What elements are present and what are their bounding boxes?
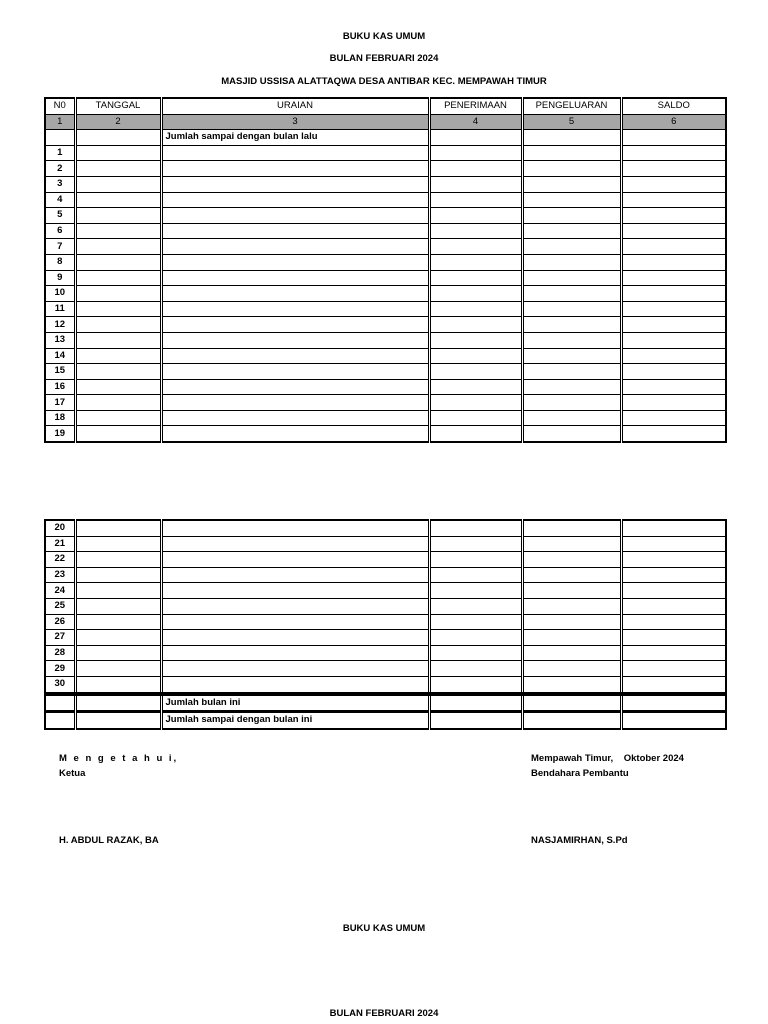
table-cell bbox=[75, 348, 161, 364]
table-cell bbox=[161, 145, 429, 161]
table-row bbox=[45, 176, 726, 192]
table-cell bbox=[522, 286, 621, 302]
table-cell bbox=[75, 426, 161, 442]
table-cell bbox=[161, 426, 429, 442]
total-month-row bbox=[45, 694, 726, 712]
row-number: 29 bbox=[45, 661, 75, 677]
row-number: 25 bbox=[45, 598, 75, 614]
treasurer-role: Bendahara Pembantu bbox=[531, 768, 629, 779]
chairman-name: H. ABDUL RAZAK, BA bbox=[59, 835, 159, 846]
table-cell bbox=[621, 332, 726, 348]
table-cell bbox=[429, 239, 522, 255]
table-cell bbox=[621, 379, 726, 395]
table-row bbox=[45, 410, 726, 426]
table-cell bbox=[522, 301, 621, 317]
table-cell bbox=[161, 598, 429, 614]
table-cell bbox=[621, 410, 726, 426]
table-cell bbox=[75, 286, 161, 302]
table-cell bbox=[621, 239, 726, 255]
table-cell bbox=[429, 379, 522, 395]
table-cell bbox=[522, 332, 621, 348]
row-number: 15 bbox=[45, 364, 75, 380]
table-cell bbox=[621, 426, 726, 442]
table-cell bbox=[161, 614, 429, 630]
table-cell bbox=[161, 208, 429, 224]
table-cell bbox=[522, 614, 621, 630]
table-row bbox=[45, 567, 726, 583]
table-cell bbox=[522, 161, 621, 177]
table-cell bbox=[75, 395, 161, 411]
total-cumulative-label: Jumlah sampai dengan bulan ini bbox=[161, 712, 429, 729]
table-cell bbox=[429, 208, 522, 224]
table-cell bbox=[621, 395, 726, 411]
table-cell bbox=[161, 192, 429, 208]
table-cell bbox=[429, 161, 522, 177]
table-row bbox=[45, 332, 726, 348]
organization-name: MASJID USSISA ALATTAQWA DESA ANTIBAR KEC. MEMPAWAH TIMUR bbox=[221, 76, 547, 87]
table-cell bbox=[75, 520, 161, 536]
table-cell bbox=[522, 379, 621, 395]
table-row bbox=[45, 536, 726, 552]
col-number: 4 bbox=[429, 114, 522, 130]
acknowledgement-label: M e n g e t a h u i, bbox=[59, 753, 179, 764]
table-cell bbox=[75, 379, 161, 395]
table-cell bbox=[75, 301, 161, 317]
table-cell bbox=[429, 598, 522, 614]
table-row bbox=[45, 348, 726, 364]
table-cell bbox=[429, 395, 522, 411]
col-number: 5 bbox=[522, 114, 621, 130]
table-cell bbox=[522, 410, 621, 426]
place-date: Mempawah Timur, Oktober 2024 bbox=[531, 753, 684, 764]
table-cell bbox=[429, 317, 522, 333]
ledger-table-part-1 bbox=[44, 97, 727, 443]
row-number: 24 bbox=[45, 583, 75, 599]
table-cell bbox=[621, 223, 726, 239]
table-cell bbox=[75, 364, 161, 380]
table-cell bbox=[522, 348, 621, 364]
table-row bbox=[45, 676, 726, 693]
document-title: BUKU KAS UMUM bbox=[342, 31, 426, 42]
table-cell bbox=[75, 676, 161, 693]
table-cell bbox=[161, 536, 429, 552]
row-number: 16 bbox=[45, 379, 75, 395]
table-cell bbox=[522, 208, 621, 224]
table-cell bbox=[429, 536, 522, 552]
carry-over-label: Jumlah sampai dengan bulan lalu bbox=[161, 130, 429, 146]
table-cell bbox=[75, 332, 161, 348]
table-cell bbox=[161, 630, 429, 646]
row-number: 5 bbox=[45, 208, 75, 224]
table-cell bbox=[621, 598, 726, 614]
table-row bbox=[45, 552, 726, 568]
table-row bbox=[45, 239, 726, 255]
table-cell bbox=[161, 410, 429, 426]
table-cell bbox=[522, 552, 621, 568]
table-cell bbox=[75, 552, 161, 568]
table-cell bbox=[429, 364, 522, 380]
row-number: 9 bbox=[45, 270, 75, 286]
table-cell bbox=[161, 379, 429, 395]
col-number: 6 bbox=[621, 114, 726, 130]
table-cell bbox=[161, 567, 429, 583]
col-header-penerimaan: PENERIMAAN bbox=[429, 98, 522, 114]
table-cell bbox=[522, 223, 621, 239]
table-row bbox=[45, 317, 726, 333]
table-cell bbox=[522, 395, 621, 411]
footer-period: BULAN FEBRUARI 2024 bbox=[329, 1008, 439, 1019]
total-cumulative-row bbox=[45, 712, 726, 729]
table-cell bbox=[429, 661, 522, 677]
table-row bbox=[45, 161, 726, 177]
table-cell bbox=[522, 661, 621, 677]
table-cell bbox=[429, 426, 522, 442]
table-cell bbox=[621, 645, 726, 661]
table-cell bbox=[429, 301, 522, 317]
table-cell bbox=[522, 426, 621, 442]
column-number-row bbox=[45, 114, 726, 130]
col-header-tanggal: TANGGAL bbox=[75, 98, 161, 114]
table-cell bbox=[429, 270, 522, 286]
table-cell bbox=[75, 661, 161, 677]
col-header-saldo: SALDO bbox=[621, 98, 726, 114]
table-cell bbox=[522, 270, 621, 286]
table-cell bbox=[161, 161, 429, 177]
table-cell bbox=[522, 145, 621, 161]
table-cell bbox=[75, 239, 161, 255]
table-row bbox=[45, 223, 726, 239]
row-number: 7 bbox=[45, 239, 75, 255]
table-cell bbox=[75, 614, 161, 630]
table-row bbox=[45, 614, 726, 630]
row-number: 26 bbox=[45, 614, 75, 630]
table-cell bbox=[161, 286, 429, 302]
table-row bbox=[45, 520, 726, 536]
table-cell bbox=[75, 630, 161, 646]
table-cell bbox=[75, 645, 161, 661]
table-cell bbox=[621, 270, 726, 286]
table-cell bbox=[75, 223, 161, 239]
table-cell bbox=[429, 520, 522, 536]
carry-over-row bbox=[45, 130, 726, 146]
table-cell bbox=[75, 536, 161, 552]
row-number: 3 bbox=[45, 176, 75, 192]
footer-title: BUKU KAS UMUM bbox=[342, 923, 426, 934]
table-cell bbox=[621, 145, 726, 161]
table-cell bbox=[75, 176, 161, 192]
row-number: 17 bbox=[45, 395, 75, 411]
treasurer-name: NASJAMIRHAN, S.Pd bbox=[531, 835, 628, 846]
table-cell bbox=[621, 676, 726, 693]
col-header-uraian: URAIAN bbox=[161, 98, 429, 114]
row-number: 20 bbox=[45, 520, 75, 536]
table-cell bbox=[429, 567, 522, 583]
table-cell bbox=[75, 161, 161, 177]
table-cell bbox=[621, 301, 726, 317]
row-number: 28 bbox=[45, 645, 75, 661]
table-row bbox=[45, 192, 726, 208]
table-cell bbox=[161, 176, 429, 192]
table-cell bbox=[621, 176, 726, 192]
header-row bbox=[45, 98, 726, 114]
table-cell bbox=[161, 364, 429, 380]
table-cell bbox=[161, 661, 429, 677]
row-number: 12 bbox=[45, 317, 75, 333]
table-cell bbox=[161, 239, 429, 255]
table-cell bbox=[621, 254, 726, 270]
document-period: BULAN FEBRUARI 2024 bbox=[329, 53, 439, 64]
table-cell bbox=[621, 536, 726, 552]
chairman-role: Ketua bbox=[59, 768, 86, 779]
col-number: 3 bbox=[161, 114, 429, 130]
row-number: 13 bbox=[45, 332, 75, 348]
table-cell bbox=[161, 223, 429, 239]
table-cell bbox=[161, 676, 429, 693]
table-cell bbox=[522, 176, 621, 192]
table-cell bbox=[621, 348, 726, 364]
table-cell bbox=[522, 254, 621, 270]
col-number: 2 bbox=[75, 114, 161, 130]
table-cell bbox=[75, 192, 161, 208]
table-row bbox=[45, 583, 726, 599]
table-cell bbox=[522, 192, 621, 208]
table-row bbox=[45, 286, 726, 302]
table-cell bbox=[621, 630, 726, 646]
table-cell bbox=[161, 270, 429, 286]
table-cell bbox=[621, 520, 726, 536]
table-row bbox=[45, 598, 726, 614]
table-cell bbox=[429, 410, 522, 426]
col-number: 1 bbox=[45, 114, 75, 130]
table-cell bbox=[429, 176, 522, 192]
table-cell bbox=[621, 583, 726, 599]
table-cell bbox=[161, 583, 429, 599]
row-number: 23 bbox=[45, 567, 75, 583]
table-cell bbox=[429, 286, 522, 302]
table-row bbox=[45, 301, 726, 317]
table-cell bbox=[161, 552, 429, 568]
table-cell bbox=[522, 567, 621, 583]
table-row bbox=[45, 270, 726, 286]
table-cell bbox=[522, 520, 621, 536]
table-row bbox=[45, 395, 726, 411]
table-cell bbox=[621, 364, 726, 380]
table-cell bbox=[621, 208, 726, 224]
table-cell bbox=[161, 520, 429, 536]
table-row bbox=[45, 254, 726, 270]
table-cell bbox=[75, 254, 161, 270]
table-cell bbox=[429, 583, 522, 599]
table-cell bbox=[621, 286, 726, 302]
table-cell bbox=[75, 583, 161, 599]
table-cell bbox=[621, 317, 726, 333]
table-cell bbox=[161, 332, 429, 348]
table-cell bbox=[621, 661, 726, 677]
table-row bbox=[45, 379, 726, 395]
table-cell bbox=[75, 317, 161, 333]
table-cell bbox=[522, 676, 621, 693]
row-number: 14 bbox=[45, 348, 75, 364]
table-cell bbox=[522, 364, 621, 380]
table-cell bbox=[75, 208, 161, 224]
table-cell bbox=[522, 239, 621, 255]
table-cell bbox=[161, 645, 429, 661]
row-number: 22 bbox=[45, 552, 75, 568]
table-cell bbox=[429, 192, 522, 208]
table-row bbox=[45, 645, 726, 661]
table-cell bbox=[522, 630, 621, 646]
table-cell bbox=[621, 192, 726, 208]
table-cell bbox=[621, 161, 726, 177]
table-row bbox=[45, 145, 726, 161]
table-cell bbox=[161, 348, 429, 364]
table-cell bbox=[522, 645, 621, 661]
row-number: 21 bbox=[45, 536, 75, 552]
col-header-no: N0 bbox=[45, 98, 75, 114]
table-cell bbox=[429, 645, 522, 661]
table-cell bbox=[161, 395, 429, 411]
table-cell bbox=[429, 223, 522, 239]
table-cell bbox=[429, 348, 522, 364]
table-row bbox=[45, 630, 726, 646]
table-cell bbox=[522, 583, 621, 599]
row-number: 19 bbox=[45, 426, 75, 442]
table-cell bbox=[429, 676, 522, 693]
ledger-table-part-2 bbox=[44, 519, 727, 730]
table-cell bbox=[75, 410, 161, 426]
table-cell bbox=[75, 598, 161, 614]
row-number: 2 bbox=[45, 161, 75, 177]
table-cell bbox=[522, 536, 621, 552]
table-cell bbox=[429, 630, 522, 646]
table-row bbox=[45, 208, 726, 224]
table-cell bbox=[522, 317, 621, 333]
row-number: 6 bbox=[45, 223, 75, 239]
col-header-pengeluaran: PENGELUARAN bbox=[522, 98, 621, 114]
table-row bbox=[45, 661, 726, 677]
row-number: 27 bbox=[45, 630, 75, 646]
table-cell bbox=[75, 270, 161, 286]
table-cell bbox=[429, 332, 522, 348]
table-cell bbox=[161, 301, 429, 317]
table-cell bbox=[429, 254, 522, 270]
row-number: 4 bbox=[45, 192, 75, 208]
row-number: 11 bbox=[45, 301, 75, 317]
row-number: 18 bbox=[45, 410, 75, 426]
row-number: 10 bbox=[45, 286, 75, 302]
table-cell bbox=[429, 552, 522, 568]
table-cell bbox=[75, 145, 161, 161]
row-number: 8 bbox=[45, 254, 75, 270]
table-row bbox=[45, 364, 726, 380]
row-number: 1 bbox=[45, 145, 75, 161]
table-cell bbox=[75, 567, 161, 583]
table-cell bbox=[621, 614, 726, 630]
table-cell bbox=[161, 317, 429, 333]
table-cell bbox=[621, 552, 726, 568]
table-cell bbox=[429, 145, 522, 161]
table-cell bbox=[161, 254, 429, 270]
row-number: 30 bbox=[45, 676, 75, 693]
table-cell bbox=[429, 614, 522, 630]
table-cell bbox=[522, 598, 621, 614]
table-row bbox=[45, 426, 726, 442]
table-cell bbox=[621, 567, 726, 583]
total-month-label: Jumlah bulan ini bbox=[161, 694, 429, 712]
